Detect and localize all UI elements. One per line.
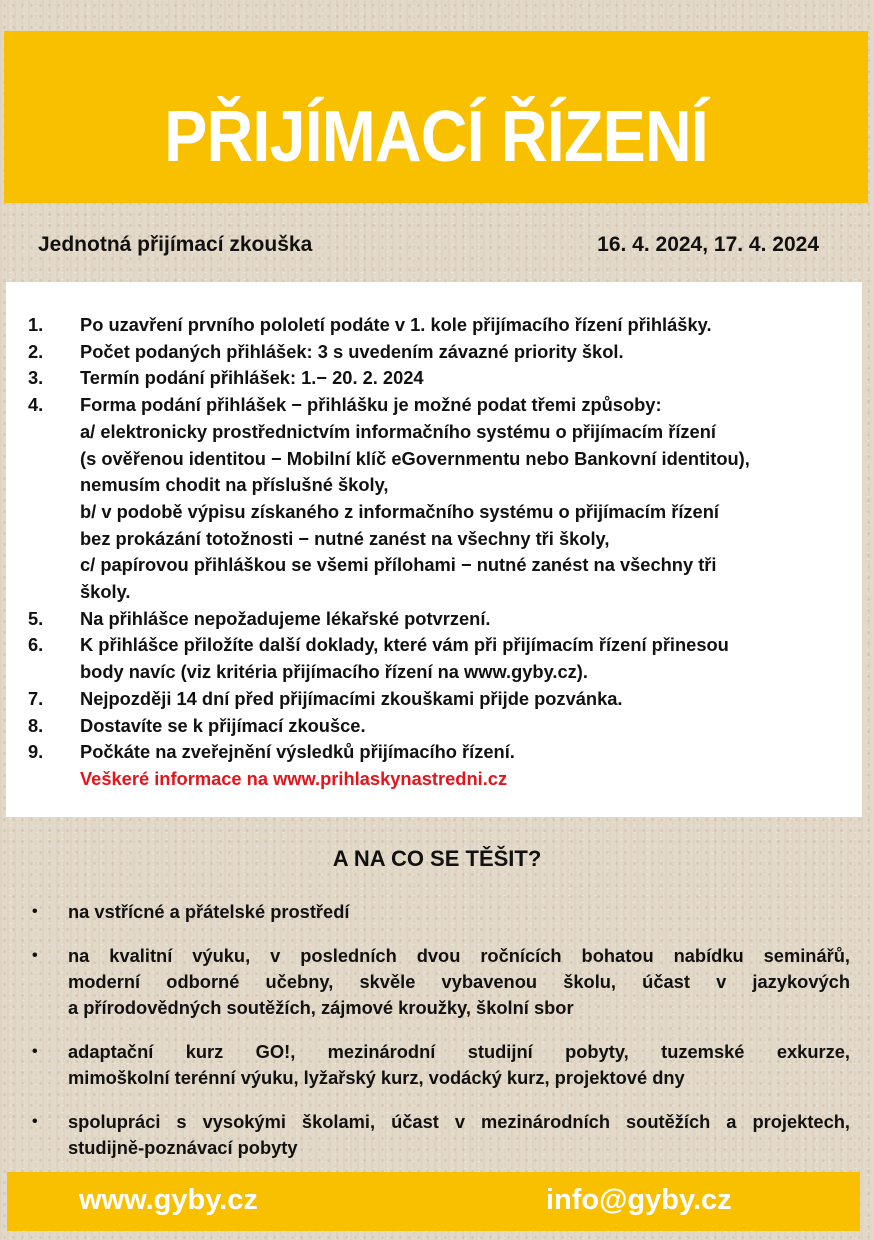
exam-label: Jednotná přijímací zkouška — [38, 233, 313, 256]
benefit-item — [32, 1039, 850, 1091]
benefit-line: mimoškolní terénní výuku, lyžařský kurz, vodácký kurz, projektové dny — [68, 1067, 685, 1088]
benefits-list — [32, 899, 850, 1179]
footer-banner — [7, 1172, 860, 1231]
step-text — [80, 339, 862, 366]
step-line: Počet podaných přihlášek: 3 s uvedením závazné priority škol. — [80, 340, 624, 362]
benefit-text — [68, 1109, 850, 1161]
step-item — [6, 339, 862, 366]
step-number: 4. — [28, 394, 44, 416]
step-text — [80, 606, 862, 633]
step-item — [6, 365, 862, 392]
bullet-icon: • — [32, 1043, 38, 1060]
benefit-item — [32, 899, 850, 925]
step-line: Nejpozději 14 dní před přijímacími zkouškami přijde pozvánka. — [80, 687, 623, 709]
bullet-icon: • — [32, 947, 38, 964]
step-text — [80, 365, 862, 392]
step-item — [6, 606, 862, 633]
step-item — [6, 713, 862, 740]
step-text — [80, 632, 862, 685]
step-line: Termín podání přihlášek: 1.− 20. 2. 2024 — [80, 367, 424, 389]
benefit-item — [32, 1109, 850, 1161]
benefit-line: na vstřícné a přátelské prostředí — [68, 901, 350, 922]
title-banner — [4, 31, 868, 203]
step-line: body navíc (viz kritéria přijímacího řízení na www.gyby.cz). — [80, 661, 588, 683]
email-link[interactable]: info@gyby.cz — [546, 1184, 732, 1216]
benefit-line: adaptační kurz GO!, mezinárodní studijní pobyty, tuzemské exkurze, — [68, 1041, 850, 1062]
step-number: 2. — [28, 340, 44, 362]
website-link[interactable]: www.gyby.cz — [79, 1184, 258, 1216]
step-line: Forma podání přihlášek − přihlášku je možné podat třemi způsoby: — [80, 394, 662, 416]
step-text — [80, 739, 862, 792]
benefit-text — [68, 943, 850, 1021]
benefit-line: na kvalitní výuku, v posledních dvou ročnících bohatou nabídku seminářů, — [68, 945, 850, 966]
step-number: 6. — [28, 634, 44, 656]
step-item — [6, 739, 862, 792]
step-line: školy. — [80, 581, 131, 603]
step-number: 7. — [28, 687, 44, 709]
step-number: 1. — [28, 314, 44, 335]
benefit-line: a přírodovědných soutěžích, zájmové kroužky, školní sbor — [68, 997, 574, 1018]
step-line: nemusím chodit na příslušné školy, — [80, 474, 389, 496]
step-text — [80, 686, 862, 713]
steps-panel — [6, 282, 862, 817]
page-title: PŘIJÍMACÍ ŘÍZENÍ — [164, 97, 708, 177]
step-text — [80, 312, 862, 339]
benefit-item — [32, 943, 850, 1021]
exam-dates: 16. 4. 2024, 17. 4. 2024 — [597, 233, 819, 256]
step-line: K přihlášce přiložíte další doklady, které vám při přijímacím řízení přinesou — [80, 634, 729, 656]
step-line: (s ověřenou identitou − Mobilní klíč eGovernmentu nebo Bankovní identitou), — [80, 447, 750, 469]
step-line: Po uzavření prvního pololetí podáte v 1. kole přijímacího řízení přihlášky. — [80, 314, 712, 335]
benefit-text — [68, 1039, 850, 1091]
step-line: Dostavíte se k přijímací zkoušce. — [80, 714, 366, 736]
info-link[interactable]: Veškeré informace na www.prihlaskynastredni.cz — [80, 767, 508, 789]
bullet-icon: • — [32, 903, 38, 920]
step-item — [6, 392, 862, 606]
step-line: c/ papírovou přihláškou se všemi přílohami − nutné zanést na všechny tři — [80, 554, 717, 576]
step-line: Počkáte na zveřejnění výsledků přijímacího řízení. — [80, 741, 515, 763]
step-text — [80, 713, 862, 740]
step-line: a/ elektronicky prostřednictvím informačního systému o přijímacím řízení — [80, 420, 716, 442]
step-number: 3. — [28, 367, 44, 389]
step-number: 5. — [28, 607, 44, 629]
benefit-text — [68, 899, 850, 925]
step-item — [6, 312, 862, 339]
step-line: bez prokázání totožnosti − nutné zanést na všechny tři školy, — [80, 527, 610, 549]
step-text — [80, 392, 862, 606]
benefit-line: spolupráci s vysokými školami, účast v mezinárodních soutěžích a projektech, — [68, 1111, 850, 1132]
step-line: b/ v podobě výpisu získaného z informačního systému o přijímacím řízení — [80, 500, 719, 522]
bullet-icon: • — [32, 1113, 38, 1130]
benefit-line: moderní odborné učebny, skvěle vybavenou školu, účast v jazykových — [68, 971, 850, 992]
look-forward-heading: A NA CO SE TĚŠIT? — [332, 846, 542, 871]
benefit-line: studijně-poznávací pobyty — [68, 1137, 298, 1158]
step-item — [6, 686, 862, 713]
step-line: Na přihlášce nepožadujeme lékařské potvrzení. — [80, 607, 491, 629]
step-item — [6, 632, 862, 685]
steps-list — [6, 312, 862, 793]
step-number: 9. — [28, 741, 44, 763]
step-number: 8. — [28, 714, 44, 736]
